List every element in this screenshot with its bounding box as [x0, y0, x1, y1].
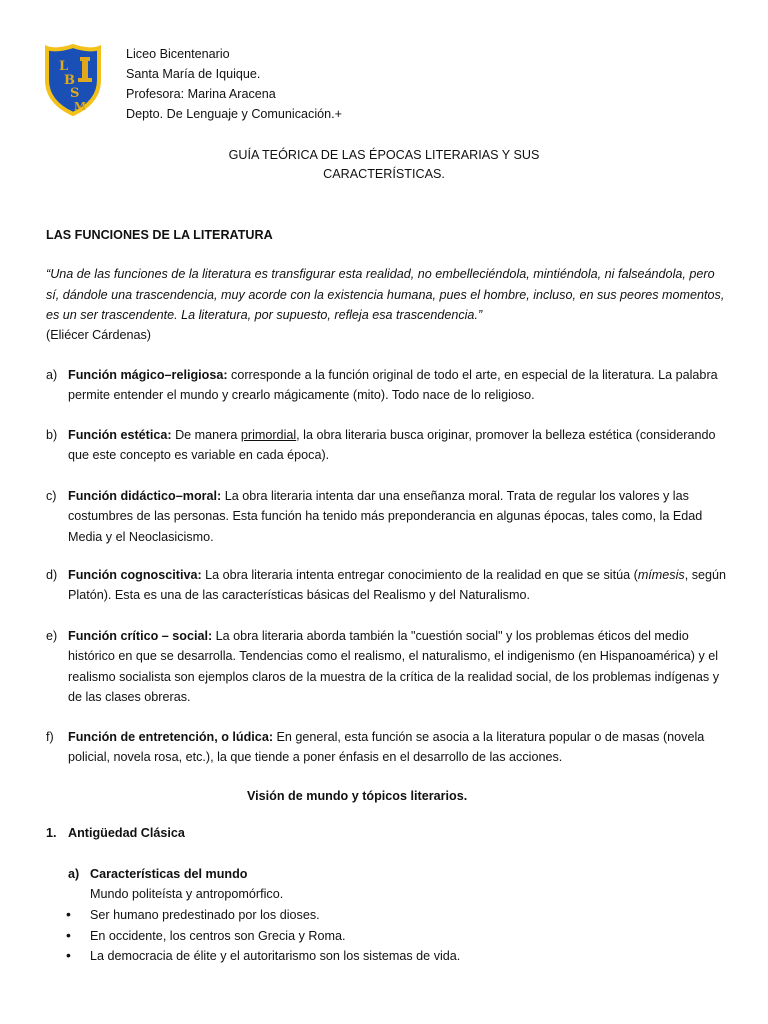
sub-heading-line: Mundo politeísta y antropomórfico. — [90, 887, 284, 901]
list-item-letter: c) — [46, 489, 57, 503]
department-name: Depto. De Lenguaje y Comunicación.+ — [126, 107, 342, 121]
sub-heading-letter: a) — [68, 867, 80, 881]
list-item-text: La obra literaria aborda también la "cuestión social" y los problemas éticos del medio histórico en que se desarrolla. Tendencias como el realismo, el naturalismo, el indigenismo (en Hispanoamérica) y el realismo socialista son ejemplos claros de la muestra de la crítica de la realidad social, de los problemas indígenas y de las clases obreras. — [68, 629, 720, 704]
crest-letter-l: L — [59, 59, 69, 74]
quote-line-1: “Una de las funciones de la literatura es transfigurar esta realidad, no embelleciéndola, mintiéndola, ni falseándola, pero — [46, 267, 715, 281]
document-title-line1: GUÍA TEÓRICA DE LAS ÉPOCAS LITERARIAS Y SUS — [228, 148, 540, 162]
section-heading-functions: LAS FUNCIONES DE LA LITERATURA — [46, 228, 273, 242]
sub-heading-title: Características del mundo — [90, 867, 248, 881]
bullet-icon: • — [66, 927, 71, 943]
bullet-text: Ser humano predestinado por los dioses. — [90, 908, 320, 922]
list-item-term: Función de entretención, o lúdica: — [68, 730, 274, 744]
list-item-letter: e) — [46, 629, 58, 643]
list-item-body — [68, 425, 728, 466]
bullet-text: En occidente, los centros son Grecia y Roma. — [90, 929, 346, 943]
list-item-text: La obra literaria intenta dar una enseñanza moral. Trata de regular los valores y las costumbres de las personas. Esta función ha tenido más preponderancia en algunas épocas, tales como, la Edad Media y el Neoclasicismo. — [68, 489, 703, 544]
quote-line-3: es un ser trascendente. La literatura, por supuesto, refleja esa trascendencia.” — [46, 308, 483, 322]
bullet-icon: • — [66, 906, 71, 922]
quote-author: (Eliécer Cárdenas) — [46, 328, 151, 342]
crest-letter-s: S — [70, 86, 80, 101]
teacher-name: Profesora: Marina Aracena — [126, 87, 276, 101]
list-item-letter: a) — [46, 368, 58, 382]
list-item-text: corresponde a la función original de todo el arte, en especial de la literatura. La palabra permite entender el mundo y crearlo mágicamente (mito). Todo nace de lo religioso. — [68, 368, 718, 403]
underlined-word: primordial — [240, 428, 297, 442]
list-item-body — [68, 365, 728, 406]
list-item-text-cont: , según Platón). Esta es una de las características básicas del Realismo y del Naturalismo. — [68, 568, 727, 603]
section-heading-worldview: Visión de mundo y tópicos literarios. — [247, 789, 468, 803]
list-item-term: Función mágico–religiosa: — [68, 368, 228, 382]
city-name: Santa María de Iquique. — [126, 67, 261, 81]
crest-letter-m: M — [74, 100, 87, 113]
list-item-term: Función estética: — [68, 428, 172, 442]
list-item-body — [68, 565, 728, 606]
crest-letter-b: B — [64, 73, 75, 88]
list-item-term: Función cognoscitiva: — [68, 568, 202, 582]
list-item-text: La obra literaria intenta entregar conocimiento de la realidad en que se sitúa ( — [201, 568, 638, 582]
list-item-letter: f) — [46, 730, 54, 744]
list-item-letter: b) — [46, 428, 58, 442]
list-item-text: En general, esta función se asocia a la literatura popular o de masas (novela policial, novela rosa, etc.), la que tiende a poner énfasis en el desarrollo de las acciones. — [68, 730, 705, 765]
italic-word: mímesis — [637, 568, 685, 582]
list-item-body — [68, 626, 728, 707]
bullet-text: La democracia de élite y el autoritarismo son los sistemas de vida. — [90, 949, 461, 963]
school-crest-logo — [44, 44, 102, 116]
list-item-term: Función crítico – social: — [68, 629, 213, 643]
list-item-text-cont: , la obra literaria busca originar, promover la belleza estética (considerando que este concepto es variable en cada época). — [68, 428, 716, 463]
bullet-icon: • — [66, 947, 71, 963]
list-item-body — [68, 727, 728, 768]
school-name: Liceo Bicentenario — [126, 47, 230, 61]
list-item-body — [68, 486, 728, 547]
quote-line-2: sí, dándole una trascendencia, muy acorde con la existencia humana, pues el hombre, incluso, en sus peores momentos, — [46, 288, 725, 302]
list-item-term: Función didáctico–moral: — [68, 489, 222, 503]
numbered-heading-number: 1. — [46, 826, 57, 840]
list-item-letter: d) — [46, 568, 58, 582]
numbered-heading-title: Antigüedad Clásica — [68, 826, 185, 840]
list-item-text: De manera — [171, 428, 241, 442]
document-title-line2: CARACTERÍSTICAS. — [323, 167, 445, 181]
